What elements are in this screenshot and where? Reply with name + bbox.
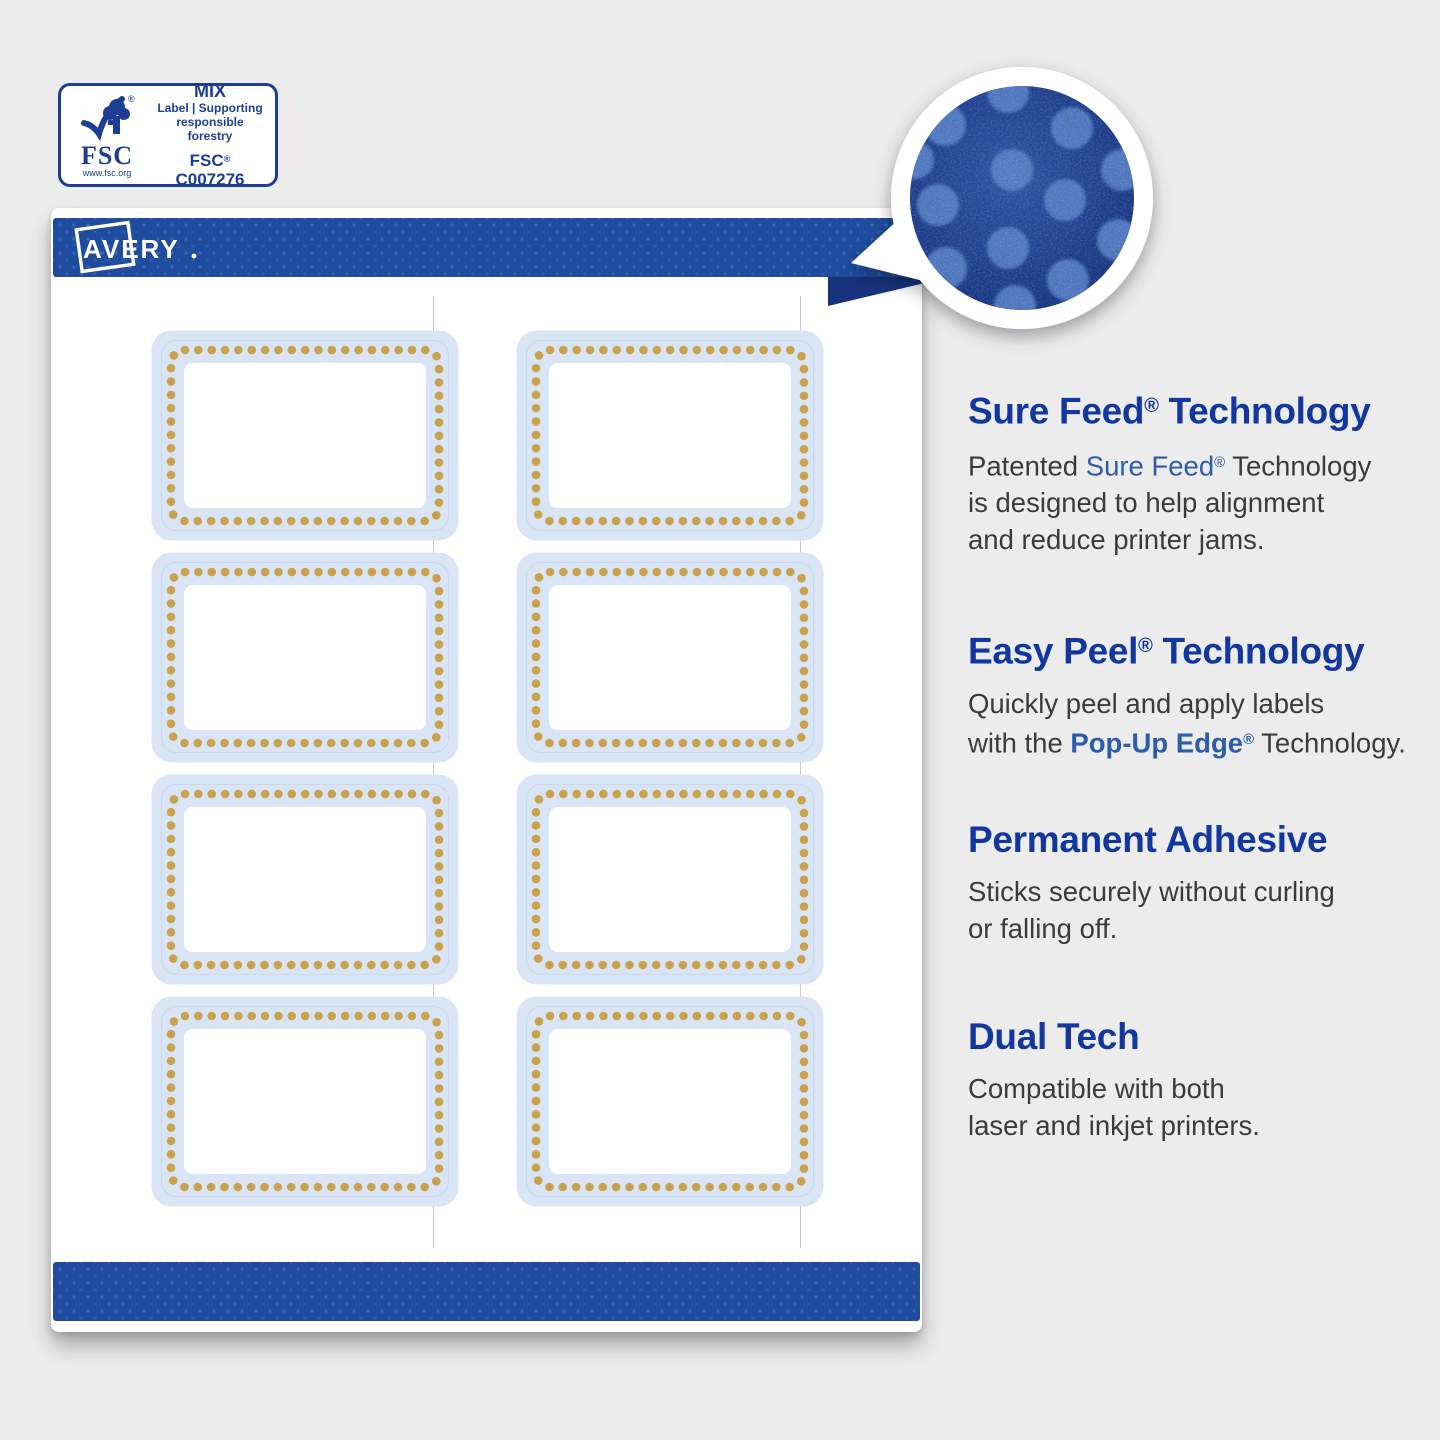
- label-sticker: [516, 552, 824, 763]
- fsc-badge-left: [61, 86, 153, 184]
- fsc-url: www.fsc.org: [82, 168, 132, 178]
- feature-heading: Easy Peel® Technology: [968, 630, 1365, 672]
- feature-heading: Permanent Adhesive: [968, 819, 1328, 860]
- feature-section-dual-tech: [968, 1014, 1438, 1144]
- fsc-acronym: FSC: [80, 141, 134, 170]
- feature-heading: Dual Tech: [968, 1016, 1140, 1057]
- feature-body: Sticks securely without curling or falling off.: [968, 876, 1335, 944]
- label-sticker: [516, 996, 824, 1207]
- feature-heading: Sure Feed® Technology: [968, 390, 1371, 432]
- avery-logo: [53, 218, 273, 277]
- fsc-supporting-line2: responsible forestry: [176, 114, 244, 143]
- avery-logo-dot: [192, 254, 197, 259]
- feature-body: Compatible with both laser and inkjet printers.: [968, 1073, 1260, 1141]
- label-sticker: [151, 552, 459, 763]
- fsc-badge-right: [153, 80, 275, 190]
- fsc-certification-badge: [58, 80, 278, 190]
- label-sheet: [51, 208, 922, 1332]
- fsc-registered-mark: ®: [128, 94, 135, 104]
- sheet-footer-band: [53, 1262, 920, 1321]
- fsc-cert-number: FSC® C007276: [175, 151, 245, 190]
- feature-section-sure-feed: [968, 383, 1438, 558]
- fsc-supporting-line1: Label | Supporting: [157, 100, 263, 115]
- fsc-mix-label: MIX: [193, 80, 226, 101]
- feature-section-easy-peel: [968, 623, 1438, 761]
- label-sticker: [516, 774, 824, 985]
- magnifier-bubble: [800, 10, 1200, 390]
- feature-section-permanent-adhesive: [968, 817, 1438, 947]
- avery-wordmark: AVERY: [83, 234, 180, 264]
- fsc-tree-icon: [77, 92, 137, 144]
- feature-body: Quickly peel and apply labels with the Pop-Up Edge® Technology.: [968, 687, 1406, 759]
- label-sticker: [151, 774, 459, 985]
- label-sticker: [151, 330, 459, 541]
- sheet-header-band: [53, 218, 920, 277]
- feature-body: Patented Sure Feed® Technology is designed to help alignment and reduce printer jams.: [968, 450, 1372, 556]
- label-sticker: [516, 330, 824, 541]
- label-sticker: [151, 996, 459, 1207]
